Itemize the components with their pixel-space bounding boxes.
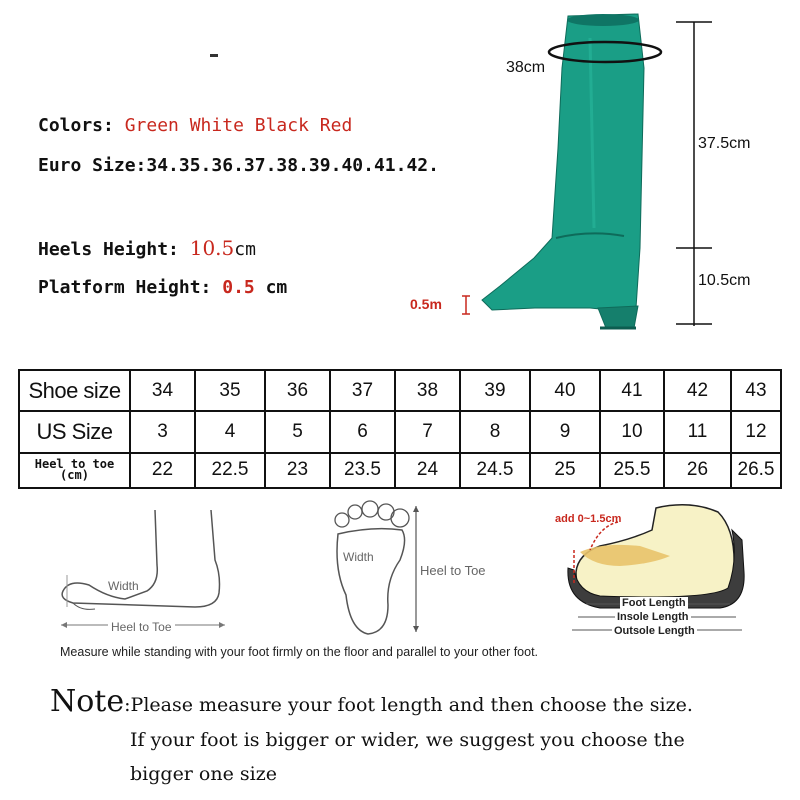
colors-label: Colors: bbox=[38, 115, 114, 136]
top-foot-diagram bbox=[328, 500, 428, 640]
table-row-heel-to-toe bbox=[19, 453, 781, 488]
measure-instruction: Measure while standing with your foot firmly on the floor and parallel to your other foot. bbox=[60, 645, 539, 659]
insole-length-label: Insole Length bbox=[617, 611, 689, 623]
table-cell: 43 bbox=[731, 370, 781, 411]
table-cell: 40 bbox=[530, 370, 600, 411]
row-label-heel-to-toe-line1: Heel to toe bbox=[34, 457, 115, 472]
table-cell: 39 bbox=[460, 370, 530, 411]
table-cell: 34 bbox=[130, 370, 195, 411]
table-cell: 5 bbox=[265, 411, 330, 452]
table-cell: 22 bbox=[130, 453, 195, 488]
foot-length-label: Foot Length bbox=[622, 597, 686, 609]
row-label-heel-to-toe-line2: (cm) bbox=[60, 468, 89, 483]
row-label-us-size: US Size bbox=[19, 411, 130, 452]
table-cell: 11 bbox=[664, 411, 731, 452]
table-cell: 8 bbox=[460, 411, 530, 452]
row-label-shoe-size: Shoe size bbox=[19, 370, 130, 411]
row-label-heel-to-toe bbox=[19, 453, 130, 488]
note-label: Note bbox=[50, 684, 125, 719]
platform-height-value: 0.5 bbox=[222, 277, 255, 298]
heel-height-label: Heels Height: bbox=[38, 239, 179, 260]
note-colon: : bbox=[124, 694, 131, 716]
note-text-line3: bigger one size bbox=[130, 763, 277, 785]
table-cell: 10 bbox=[600, 411, 664, 452]
table-cell: 3 bbox=[130, 411, 195, 452]
table-cell: 23 bbox=[265, 453, 330, 488]
colors-line bbox=[38, 115, 352, 136]
heel-height-line bbox=[38, 236, 256, 260]
table-cell: 4 bbox=[195, 411, 265, 452]
circumference-label: 38cm bbox=[506, 59, 546, 76]
note-line1 bbox=[50, 684, 693, 719]
table-cell: 24 bbox=[395, 453, 460, 488]
euro-size-value: 34.35.36.37.38.39.40.41.42. bbox=[146, 155, 439, 176]
platform-height-unit: cm bbox=[265, 277, 288, 298]
table-cell: 25 bbox=[530, 453, 600, 488]
table-cell: 12 bbox=[731, 411, 781, 452]
table-cell: 6 bbox=[330, 411, 395, 452]
table-row-us-size bbox=[19, 411, 781, 452]
top-heel-to-toe-label: Heel to Toe bbox=[420, 563, 486, 578]
note-text-line2: If your foot is bigger or wider, we suggest you choose the bbox=[130, 729, 685, 751]
euro-size-label: Euro Size: bbox=[38, 155, 147, 176]
note-text-line1: Please measure your foot length and then choose the size. bbox=[130, 694, 693, 716]
platform-height-label: Platform Height: bbox=[38, 277, 212, 298]
stray-mark bbox=[210, 54, 218, 57]
table-cell: 37 bbox=[330, 370, 395, 411]
heel-height-unit: cm bbox=[234, 239, 256, 260]
table-cell: 23.5 bbox=[330, 453, 395, 488]
platform-height-line bbox=[38, 277, 287, 298]
side-heel-to-toe-label: Heel to Toe bbox=[108, 620, 175, 634]
table-cell: 25.5 bbox=[600, 453, 664, 488]
boot-heel bbox=[598, 306, 638, 328]
euro-size-line bbox=[38, 155, 439, 176]
outsole-length-label: Outsole Length bbox=[614, 625, 695, 637]
side-width-label: Width bbox=[108, 579, 139, 593]
heel-height-value: 10.5 bbox=[189, 236, 235, 260]
table-cell: 41 bbox=[600, 370, 664, 411]
top-width-label: Width bbox=[343, 550, 374, 564]
table-cell: 35 bbox=[195, 370, 265, 411]
table-cell: 24.5 bbox=[460, 453, 530, 488]
shaft-height-label: 37.5cm bbox=[698, 133, 750, 155]
table-cell: 42 bbox=[664, 370, 731, 411]
platform-dim-label: 0.5m bbox=[410, 296, 442, 312]
heel-height-dim-label: 10.5cm bbox=[698, 270, 750, 292]
table-cell: 26.5 bbox=[731, 453, 781, 488]
table-cell: 7 bbox=[395, 411, 460, 452]
add-length-label: add 0~1.5cm bbox=[555, 513, 622, 525]
table-cell: 38 bbox=[395, 370, 460, 411]
table-cell: 26 bbox=[664, 453, 731, 488]
table-row-shoe-size bbox=[19, 370, 781, 411]
table-cell: 22.5 bbox=[195, 453, 265, 488]
boot-opening bbox=[567, 14, 639, 26]
table-cell: 9 bbox=[530, 411, 600, 452]
colors-value: Green White Black Red bbox=[124, 115, 353, 136]
size-chart-table bbox=[18, 369, 782, 489]
table-cell: 36 bbox=[265, 370, 330, 411]
